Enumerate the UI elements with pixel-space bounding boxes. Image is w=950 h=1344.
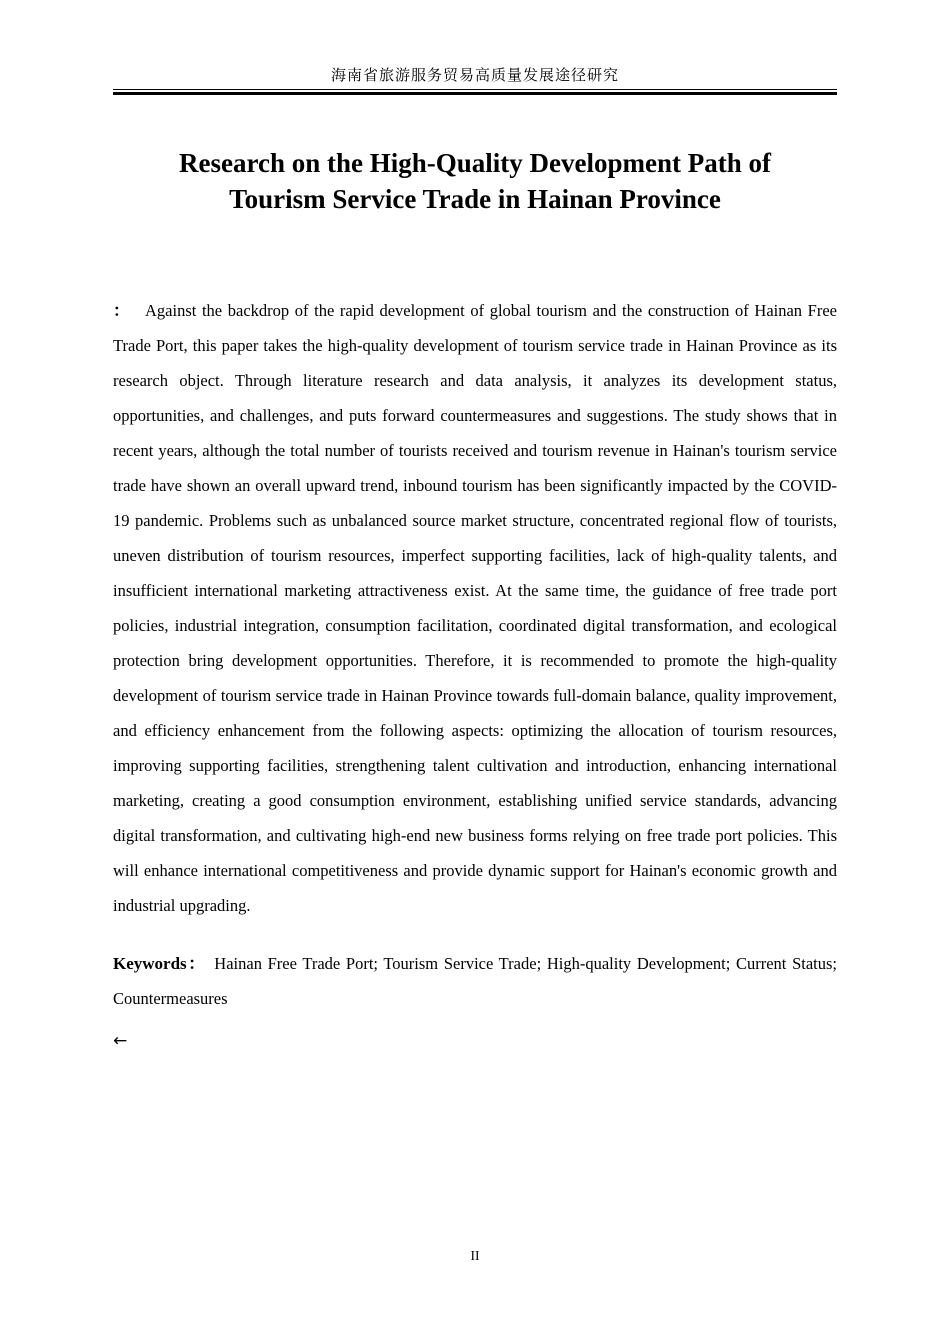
page-number: II (470, 1248, 480, 1263)
header-rule-thick (113, 92, 837, 95)
running-header-title: 海南省旅游服务贸易高质量发展途径研究 (330, 68, 619, 84)
paragraph-return-mark: ← (113, 1031, 128, 1051)
header-rule-thin (113, 89, 837, 90)
running-header (113, 0, 837, 95)
keywords-label: Keywords (113, 954, 187, 973)
keywords-colon: ： (186, 954, 207, 973)
abstract-label-colon: ： (113, 301, 132, 320)
keywords-paragraph (113, 946, 837, 1016)
paper-title-line-1: Research on the High-Quality Development Path of (179, 148, 771, 178)
abstract-paragraph (113, 293, 837, 923)
paper-title-line-2: Tourism Service Trade in Hainan Province (229, 184, 721, 214)
paper-title (113, 145, 837, 217)
keywords-text: Hainan Free Trade Port; Tourism Service Trade; High-quality Development; Current Status; Countermeasures (113, 954, 838, 1008)
abstract-text: Against the backdrop of the rapid development of global tourism and the construction of Hainan Free Trade Port, this paper takes the high-quality development of tourism service trade in Hainan Province as its research object. Through literature research and data analysis, it analyzes its development status, opportunities, and challenges, and puts forward countermeasures and suggestions. The study shows that in recent years, although the total number of tourists received and tourism revenue in Hainan's tourism service trade have shown an overall upward trend, inbound tourism has been significantly impacted by the COVID-19 pandemic. Problems such as unbalanced source market structure, concentrated regional flow of tourists, uneven distribution of tourism resources, imperfect supporting facilities, lack of high-quality talents, and insufficient international marketing attractiveness exist. At the same time, the guidance of free trade port policies, industrial integration, consumption facilitation, coordinated digital transformation, and ecological protection bring development opportunities. Therefore, it is recommended to promote the high-quality development of tourism service trade in Hainan Province towards full-domain balance, quality improvement, and efficiency enhancement from the following aspects: optimizing the allocation of tourism resources, improving supporting facilities, strengthening talent cultivation and introduction, enhancing international marketing, creating a good consumption environment, establishing unified service standards, advancing digital transformation, and cultivating high-end new business forms relying on free trade port policies. This will enhance international competitiveness and provide dynamic support for Hainan's economic growth and industrial upgrading. (113, 301, 838, 915)
